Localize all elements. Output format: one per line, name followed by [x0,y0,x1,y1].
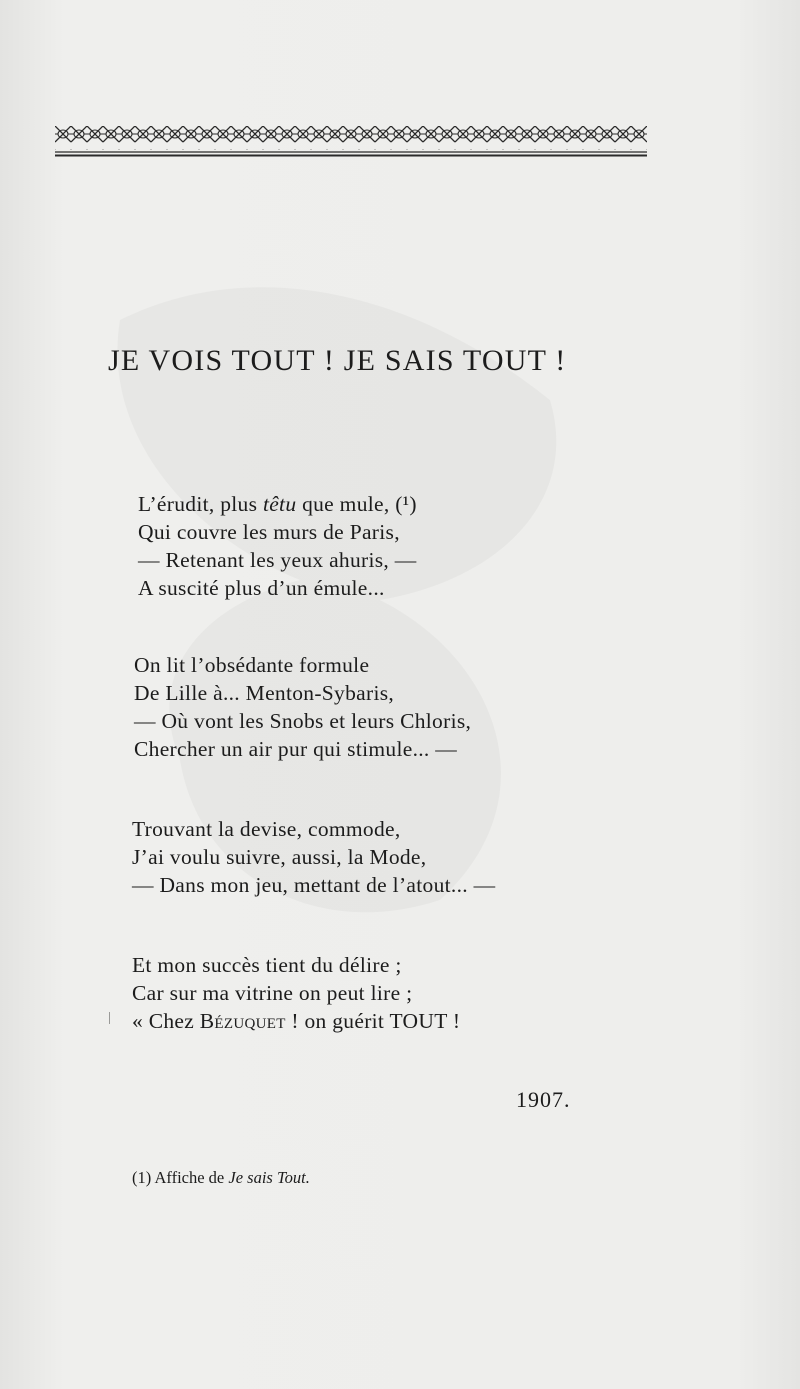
poem-title: JE VOIS TOUT ! JE SAIS TOUT ! [108,344,567,377]
line-text: « Chez [132,1009,200,1033]
poem-date: 1907. [516,1087,571,1112]
margin-mark [109,1012,110,1024]
line-text: que mule, (¹) [296,492,417,516]
stanza-2-line-4: Chercher un air pur qui stimule... — [134,737,458,761]
footnote-number: (1) [132,1168,152,1187]
footnote [132,1168,310,1188]
ornament-band-icon [55,122,647,160]
stanza-1-line-1 [138,490,417,518]
stanza-1-line-2: Qui couvre les murs de Paris, [138,520,400,544]
stanza-2-line-1: On lit l’obsédante formule [134,653,370,677]
stanza-2-line-2: De Lille à... Menton-Sybaris, [134,681,395,705]
stanza-4-line-2: Car sur ma vitrine on peut lire ; [132,981,413,1005]
stanza-4-line-1: Et mon succès tient du délire ; [132,953,402,977]
stanza-1-line-3: — Retenant les yeux ahuris, — [138,548,417,572]
stanza-3-line-1: Trouvant la devise, commode, [132,817,401,841]
footnote-emphasis: Je sais Tout. [228,1168,310,1187]
stanza-1-line-4: A suscité plus d’un émule... [138,576,385,600]
line-text: ! on guérit TOUT ! [285,1009,461,1033]
stanza-2-line-3: — Où vont les Snobs et leurs Chloris, [134,709,472,733]
stanza-4-line-3 [132,1007,460,1035]
footnote-text: Affiche de [151,1168,229,1187]
line-emphasis: têtu [262,492,297,516]
stanza-3-line-2: J’ai voulu suivre, aussi, la Mode, [132,845,427,869]
line-text: L’érudit, plus [138,492,263,516]
pharmacy-name: Bézuquet [199,1009,286,1033]
stanza-3-line-3: — Dans mon jeu, mettant de l’atout... — [132,873,496,897]
